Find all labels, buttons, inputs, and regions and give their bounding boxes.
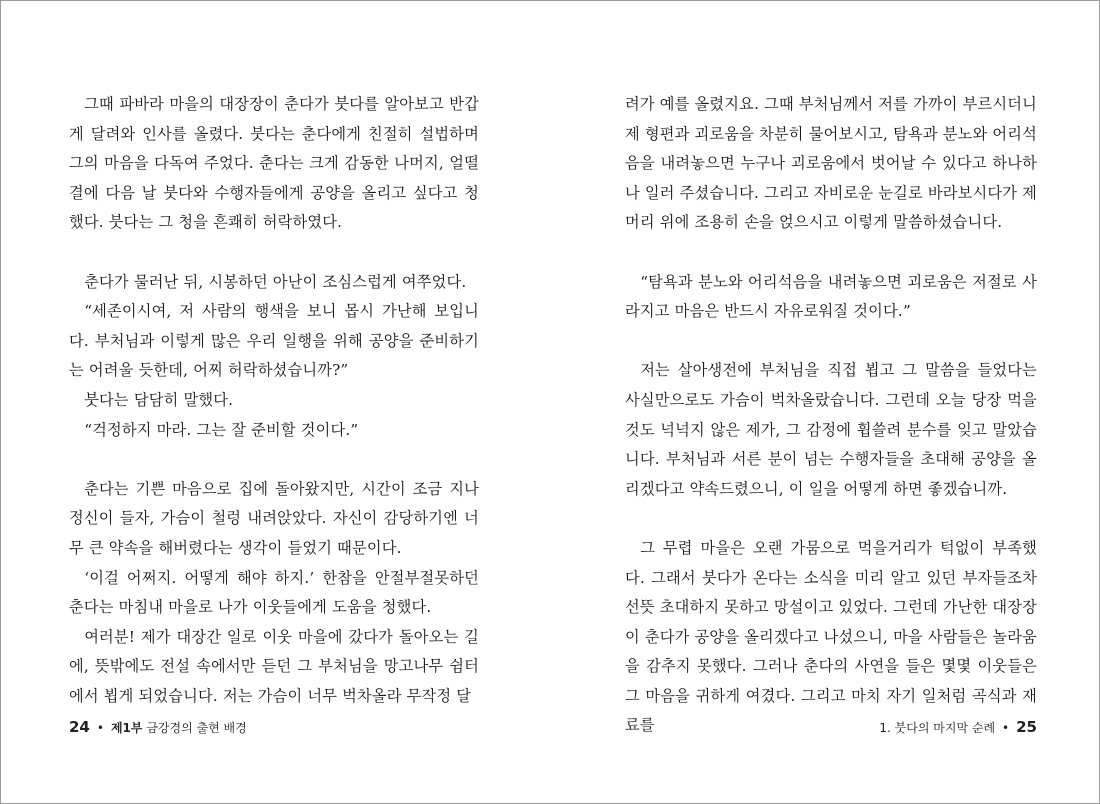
part-title: 금강경의 출현 배경 [146, 721, 247, 735]
left-page-footer [69, 718, 247, 736]
left-page [1, 1, 551, 803]
paragraph: 여러분! 제가 대장간 일로 이웃 마을에 갔다가 돌아오는 길에, 뜻밖에도 전설 속에서만 듣던 그 부처님을 망고나무 쉼터에서 뵙게 되었습니다. 저는 가슴이 너무 벅차올라 무작정 달 [69, 627, 479, 705]
paragraph: 저는 살아생전에 부처님을 직접 뵙고 그 말씀을 들었다는 사실만으로도 가슴이 벅차올랐습니다. 그런데 오늘 당장 먹을 것도 넉넉지 않은 제가, 그 감정에 휩쓸려 분수를 잊고 말았습니다. 부처님과 서른 분이 넘는 수행자들을 초대해 공양을 올리겠다고 약속드렸으니, 이 일을 어떻게 하면 좋겠습니까. [625, 361, 1037, 498]
page-number: 25 [1016, 718, 1037, 736]
part-label: 제1부 [110, 721, 143, 735]
paragraph: 그때 파바라 마을의 대장장이 춘다가 붓다를 알아보고 반갑게 달려와 인사를 올렸다. 붓다는 춘다에게 친절히 설법하며 그의 마음을 다독여 주었다. 춘다는 크게 감동한 나머지, 얼떨결에 다음 날 붓다와 수행자들에게 공양을 올리고 싶다고 청했다. 붓다는 그 청을 흔쾌히 허락하였다. [69, 95, 479, 232]
paragraph: “걱정하지 마라. 그는 잘 준비할 것이다.” [84, 420, 359, 439]
right-page-body [625, 90, 1037, 741]
paragraph: 춘다는 기쁜 마음으로 집에 돌아왔지만, 시간이 조금 지나 정신이 들자, 가슴이 철렁 내려앉았다. 자신이 감당하기엔 너무 큰 약속을 해버렸다는 생각이 들었기 때문이다. [69, 479, 479, 557]
page-number: 24 [69, 718, 90, 736]
footer-bullet: • [96, 721, 104, 735]
paragraph: ‘이걸 어쩌지. 어떻게 해야 하지.’ 한참을 안절부절못하던 춘다는 마침내 마을로 나가 이웃들에게 도움을 청했다. [69, 568, 479, 617]
paragraph: 붓다는 담담히 말했다. [84, 390, 234, 409]
paragraph: “탐욕과 분노와 어리석음을 내려놓으면 괴로움은 저절로 사라지고 마음은 반드시 자유로워질 것이다.” [625, 272, 1037, 321]
paragraph: 려가 예를 올렸지요. 그때 부처님께서 저를 가까이 부르시더니 제 형편과 괴로움을 차분히 물어보시고, 탐욕과 분노와 어리석음을 내려놓으면 누구나 괴로움에서 벗어날 수 있다고 하나하나 일러 주셨습니다. 그리고 자비로운 눈길로 바라보시다가 제 머리 위에 조용히 손을 얹으시고 이렇게 말씀하셨습니다. [625, 95, 1037, 232]
right-page [551, 1, 1100, 803]
right-page-footer [879, 718, 1037, 736]
paragraph: 그 무렵 마을은 오랜 가뭄으로 먹을거리가 턱없이 부족했다. 그래서 붓다가 온다는 소식을 미리 알고 있던 부자들조차 선뜻 초대하지 못하고 망설이고 있었다. 그런데 가난한 대장장이 춘다가 공양을 올리겠다고 나섰으니, 마을 사람들은 놀라움을 감추지 못했다. 그러나 춘다의 사연을 들은 몇몇 이웃들은 그 마음을 귀하게 여겼다. 그리고 마치 자기 일처럼 곡식과 재료를 [625, 538, 1037, 735]
paragraph: “세존이시여, 저 사람의 행색을 보니 몹시 가난해 보입니다. 부처님과 이렇게 많은 우리 일행을 위해 공양을 준비하기는 어려울 듯한데, 어찌 허락하셨습니까?” [69, 302, 479, 380]
footer-bullet: • [1002, 721, 1010, 735]
left-page-body [69, 90, 479, 711]
paragraph: 춘다가 물러난 뒤, 시봉하던 아난이 조심스럽게 여쭈었다. [84, 272, 467, 291]
chapter-title: 1. 붓다의 마지막 순례 [879, 721, 996, 735]
